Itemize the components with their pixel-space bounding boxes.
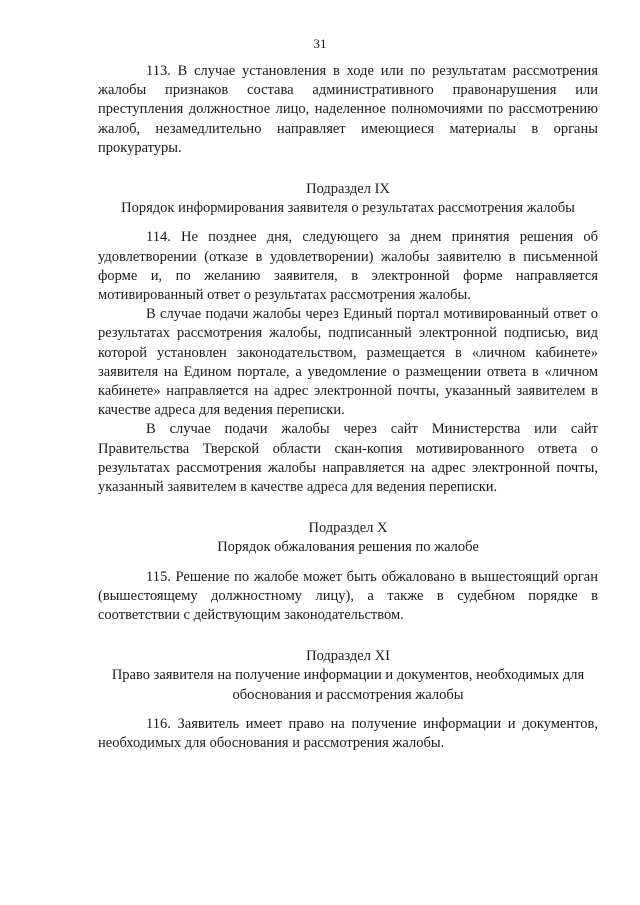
paragraph-114-b: В случае подачи жалобы через Единый портал мотивированный ответ о результатах рассмотрения жалобы, подписанный электронной подписью, вид которой установлен законодательством, размещается в «личном кабинете» заявителя на Едином портале, а уведомление о размещении ответа в «личном кабинете» направляется на адрес электронной почты, указанный заявителем в качестве адреса для ведения переписки. [98, 306, 598, 419]
paragraph-113: 113. В случае установления в ходе или по результатам рассмотрения жалобы признаков состава административного правонарушения или преступления должностное лицо, наделенное полномочиями по рассмотрению жалоб, незамедлительно направляет имеющиеся материалы в органы прокуратуры. [98, 63, 598, 156]
document-body [98, 62, 598, 753]
section-11-subtitle: Право заявителя на получение информации и документов, необходимых для обоснования и рассмотрения жалобы [111, 667, 585, 703]
section-10-subtitle: Порядок обжалования решения по жалобе [217, 539, 479, 556]
section-9-subtitle: Порядок информирования заявителя о результатах рассмотрения жалобы [121, 200, 575, 217]
paragraph-115: 115. Решение по жалобе может быть обжаловано в вышестоящий орган (вышестоящему должностному лицу), а также в судебном порядке в соответствии с действующим законодательством. [98, 568, 598, 624]
section-10-title: Подраздел X [308, 520, 388, 537]
section-9-title: Подраздел IX [306, 181, 390, 198]
section-11-title: Подраздел XI [306, 648, 390, 665]
page-number: 31 [313, 36, 327, 51]
paragraph-116: 116. Заявитель имеет право на получение информации и документов, необходимых для обоснования и рассмотрения жалобы. [98, 715, 598, 752]
paragraph-114-a: 114. Не позднее дня, следующего за днем принятия решения об удовлетворении (отказе в удовлетворении) жалобы заявителю в письменной форме и, по желанию заявителя, в электронной форме направляется мотивированный ответ о результатах рассмотрения жалобы. [98, 229, 598, 304]
paragraph-114-c: В случае подачи жалобы через сайт Министерства или сайт Правительства Тверской области скан-копия мотивированного ответа о результатах рассмотрения жалобы направляется на адрес электронной почты, указанный заявителем в качестве адреса для ведения переписки. [98, 421, 598, 496]
